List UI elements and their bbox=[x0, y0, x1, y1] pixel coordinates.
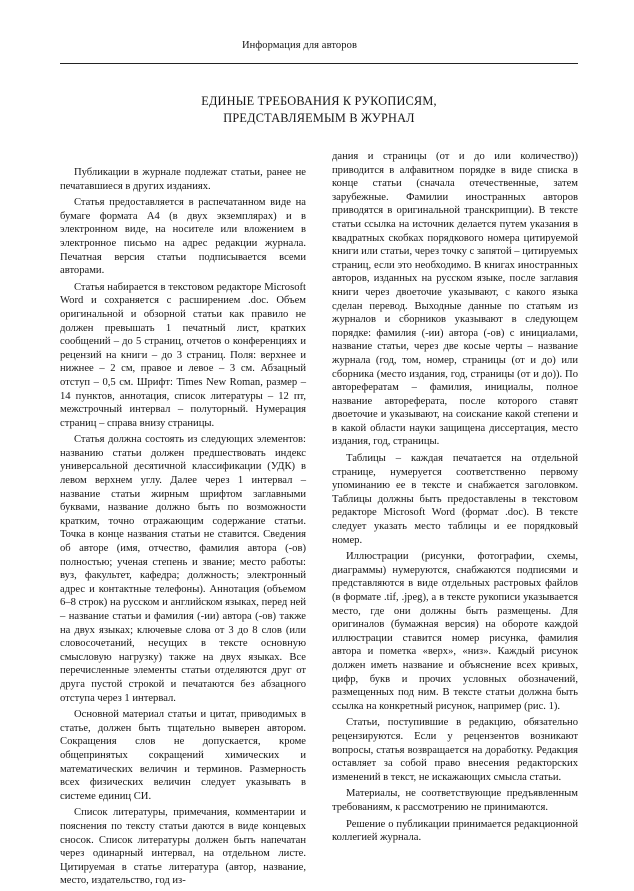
paragraph: Список литературы, примечания, комментарии и пояснения по тексту статьи даются в виде концевых сносок. Список литературы должен быть напечатан через одинарный интервал, на отдельном листе. Цитируемая в статье литература (автор, название, место, издательство, год из- bbox=[60, 807, 306, 887]
article-title-line-2: ПРЕДСТАВЛЯЕМЫМ В ЖУРНАЛ bbox=[223, 111, 415, 125]
article-title bbox=[60, 93, 578, 127]
header-divider bbox=[60, 63, 578, 64]
paragraph: Статья набирается в текстовом редакторе Microsoft Word и сохраняется с расширением .doc. Объем оригинальной и обзорной статьи как правило не должен превышать 1 печатный лист, кратких сообщений – до 5 страниц, отчетов о конференциях и рецензий на книги – до 3 страниц. Поля: верхнее и нижнее – 2 см, правое и левое – 3 см. Абзацный отступ – 0,5 см. Шрифт: Times New Roman, размер – 14 пунктов, аннотация, список литературы – 12 пт, межстрочный интервал – полуторный. Нумерация страниц – справа внизу страницы. bbox=[60, 281, 306, 429]
article-title-line-1: ЕДИНЫЕ ТРЕБОВАНИЯ К РУКОПИСЯМ, bbox=[201, 94, 437, 108]
paragraph: Статья должна состоять из следующих элементов: названию статьи должен предшествовать индекс универсальной десятичной классификации (УДК) в левом верхнем углу. Далее через 1 интервал – название статьи жирным шрифтом заглавными буквами, название должно быть по возможности кратким, точно отражающим содержание статьи. Точка в конце названия статьи не ставится. Сведения об авторе (имя, отчество, фамилия автора (-ов) полностью; ученая степень и звание; место работы: вуз, факультет, кафедра; должность; электронный адрес и контактные телефоны). Аннотация (объемом 6–8 строк) на русском и английском языках, перед ней – название статьи и фамилия (-ии) автора (-ов) также на двух языках; ключевые слова от 3 до 8 слов (или словосочетаний, несущих в тексте основную смысловую нагрузку) также на двух языках. Все перечисленные элементы статьи отделяются друг от друга пустой строкой и печатаются без абзацного отступа через 1 интервал. bbox=[60, 434, 306, 704]
paragraph: Статья предоставляется в распечатанном виде на бумаге формата А4 (в двух экземплярах) и в электронном виде, на носителе или вложением в электронное письмо на адрес редакции журнала. Печатная версия статьи подписывается всеми авторами. bbox=[60, 197, 306, 277]
paragraph: Статьи, поступившие в редакцию, обязательно рецензируются. Если у рецензентов возникают вопросы, статья возвращается на доработку. Редакция оставляет за собой право внесения редакторских изменений в текст, не искажающих смысла статьи. bbox=[332, 717, 578, 783]
paragraph: Публикации в журнале подлежат статьи, ранее не печатавшиеся в других изданиях. bbox=[60, 167, 306, 192]
paragraph: Решение о публикации принимается редакционной коллегией журнала. bbox=[332, 818, 578, 844]
paragraph: Иллюстрации (рисунки, фотографии, схемы, диаграммы) нумеруются, снабжаются подписями и представляются в виде отдельных растровых файлов (в формате .tif, .jpeg), а в тексте рукописи указывается место, где они должны быть размещены. Для оригиналов (бумажная версия) на обороте каждой иллюстрации ставится номер рисунка, фамилия автора и пометка «верх», «низ». Каждый рисунок должен иметь название и объяснение всех кривых, цифр, букв и прочих условных обозначений, размещенных под ним. В тексте статьи должна быть ссылка на конкретный рисунок, например (рис. 1). bbox=[332, 551, 578, 712]
paragraph: дания и страницы (от и до или количество)) приводится в алфавитном порядке в виде списка в конце статьи (сначала отечественные, затем зарубежные. Фамилии иностранных авторов приводятся в оригинальной транскрипции). В тексте статьи ссылка на источник делается путем указания в квадратных скобках порядкового номера цитируемой книги или статьи, через точку с запятой – цитируемых страниц, если это необходимо. В книгах иностранных авторов, изданных на русском языке, после заглавия книги через двоеточие указывают, с какого языка сделан перевод. Выходные данные по статьям из журналов и сборников указывают в следующем порядке: фамилия (-ии) автора (-ов) с инициалами, название статьи, через две косые черты – название журнала (год, том, номер, страницы (от и до) или сборника (место издания, год, страницы (от и до)). По авторефератам – фамилия, инициалы, полное название автореферата, после которого ставят двоеточие и указывают, на соискание какой степени и в какой области науки защищена диссертация, место издания, год, страницы. bbox=[332, 151, 578, 448]
left-column bbox=[60, 166, 306, 891]
paragraph: Основной материал статьи и цитат, приводимых в статье, должен быть тщательно выверен автором. Сокращения слов не допускается, кроме общепринятых сокращений химических и математических величин и терминов. Размерность всех физических величин следует указывать в системе единиц СИ. bbox=[60, 709, 306, 802]
running-header: Информация для авторов bbox=[242, 40, 358, 51]
paragraph: Таблицы – каждая печатается на отдельной странице, нумеруется соответственно первому упоминанию ее в тексте и снабжается заголовком. Таблицы должны быть предоставлены в текстовом редакторе Microsoft Word (формат .doc). В тексте следует указать место таблицы и ее порядковый номер. bbox=[332, 453, 578, 546]
right-column bbox=[332, 150, 578, 848]
paragraph: Материалы, не соответствующие предъявленным требованиям, к рассмотрению не принимаются. bbox=[332, 788, 578, 813]
